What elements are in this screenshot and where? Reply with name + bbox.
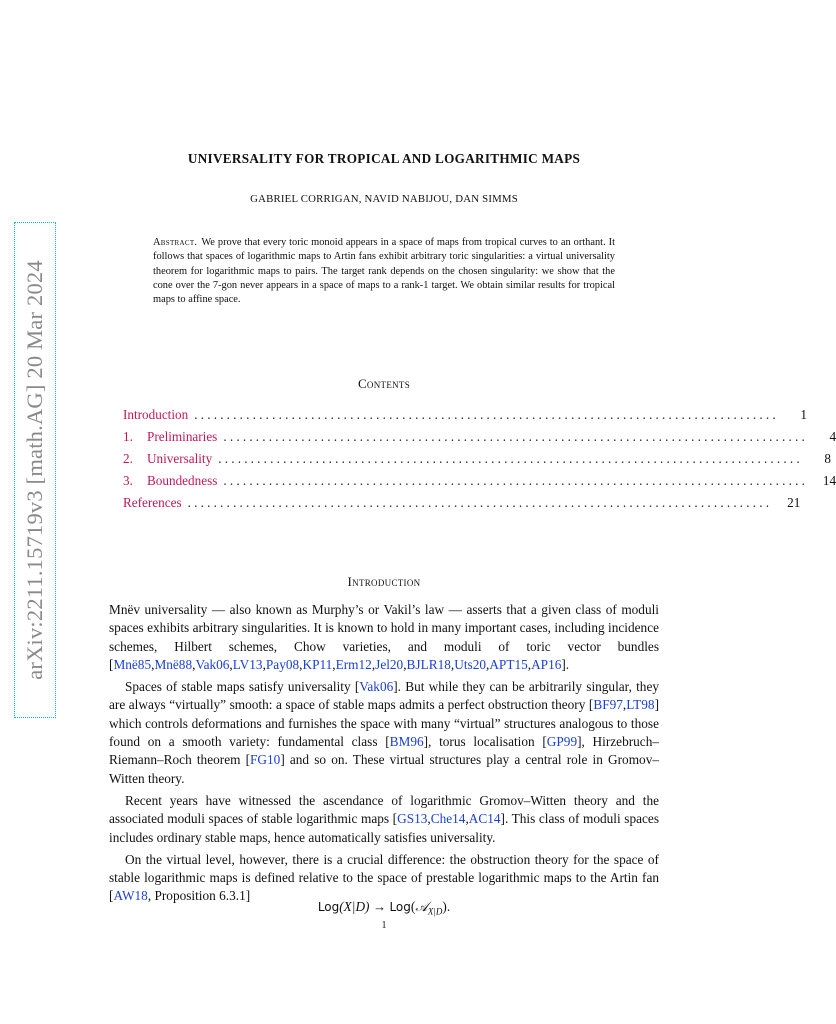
citation-link[interactable]: Mnë85 [113,656,152,672]
paper-authors: GABRIEL CORRIGAN, NAVID NABIJOU, DAN SIMMS [250,193,518,205]
citation-link[interactable]: LV13 [232,656,263,672]
arxiv-stamp [14,222,56,718]
toc-entry-universality[interactable] [123,448,831,470]
artin-fan-symbol: 𝒜 [415,899,428,914]
paragraph-text: On the virtual level, however, there is a crucial difference: the obstruction theory for the space of stable logarithmic maps is defined relative to the space of prestable logarithmic maps to the Artin fan [ [109,851,659,904]
citation-link[interactable]: Vak06 [359,679,394,695]
paragraph-text: ]. But while they can be arbitrarily singular, they are always “virtually” smooth: a space of stable maps admits a perfect obstruction theory [ [109,679,660,713]
introduction-body [109,601,659,910]
abstract [153,236,615,307]
arrow-symbol: → [372,899,387,914]
paragraph-text: ] and so on. These virtual structures play a central role in Gromov–Witten theory. [109,752,659,786]
citation-link[interactable]: BM96 [389,734,424,750]
citation-link[interactable]: LT98 [626,697,655,713]
citation-link[interactable]: Pay08 [265,656,300,672]
citation-link[interactable]: AW18 [113,888,148,904]
display-equation [0,899,768,917]
equation-term: ( [410,899,416,914]
citation-link[interactable]: BF97 [593,697,623,713]
toc-section-number[interactable]: 1. [123,429,133,444]
log-operator: Log [389,900,411,914]
paragraph-text: ], torus localisation [ [423,734,547,750]
toc-entry-preliminaries[interactable] [123,426,836,448]
toc-section-number[interactable]: 3. [123,473,133,488]
citation-link[interactable]: GS13 [397,811,428,827]
toc-page-number: 14 [822,473,836,488]
citation-link[interactable]: AP16 [531,656,562,672]
toc-entry-boundedness[interactable] [123,470,836,492]
log-operator: Log [317,900,340,914]
paragraph-text: ], Hirzebruch–Riemann–Roch theorem [ [109,734,659,768]
citation-link[interactable]: Mnë88 [154,656,193,672]
paragraph-text: Spaces of stable maps satisfy universality [ [125,679,360,695]
citation-link[interactable]: Jel20 [375,656,404,672]
citation-link[interactable]: Erm12 [335,656,372,672]
toc-leader-dots: .......................................................................................... [218,451,803,466]
paragraph-text: Mnëv universality — also known as Murphy’s or Vakil’s law — asserts that a given class of moduli spaces exhibits arbitrary singularities. It is known to hold in many important cases, including incidence schemes, Hilbert schemes, Chow varieties, and moduli of toric vector bundles [ [109,602,659,672]
citation-link[interactable]: GP99 [546,734,578,750]
toc-entry-introduction[interactable] [123,404,807,426]
citation-link[interactable]: Uts20 [454,656,486,672]
paragraph: Spaces of stable maps satisfy universality [Vak06]. But while they can be arbitrarily singular, they are always “virtually” smooth: a space of stable maps admits a perfect obstruction theory [BF97,LT98] which controls deformations and furnishes the space with many “virtual” structures analogous to those found on a smooth variety: fundamental class [BM96], torus localisation [GP99], Hirzebruch–Riemann–Roch theorem [FG10] and so on. These virtual structures play a central role in Gromov–Witten theory. [109,679,660,786]
page-number: 1 [381,920,387,931]
toc-leader-dots: .......................................................................................... [194,407,779,422]
equation-term: (X|D) [339,899,370,914]
paragraph-text: ] which controls deformations and furnishes the space with many “virtual” structures analogous to those found on a smooth variety: fundamental class [ [109,697,659,750]
toc-entry-label[interactable]: References [123,495,182,510]
toc-entry-label[interactable]: Boundedness [147,473,218,488]
toc-page-number: 1 [800,407,807,422]
citation-link[interactable]: BJLR18 [406,656,451,672]
paragraph: Mnëv universality — also known as Murphy’s or Vakil’s law — asserts that a given class of moduli spaces exhibits arbitrary singularities. It is known to hold in many important cases, including incidence schemes, Hilbert schemes, Chow varieties, and moduli of toric vector bundles [Mnë85,Mnë88,Vak06,LV13,Pay08,KP11,Erm12,Jel20,BJLR18,Uts20,APT15,AP16]. [109,602,659,672]
toc-page-number: 4 [829,429,836,444]
toc-leader-dots: .......................................................................................... [223,473,809,488]
equation-subscript: X|D [427,906,443,917]
toc-entry-label[interactable]: Preliminaries [147,429,218,444]
introduction-heading: Introduction [347,574,421,589]
toc-leader-dots: .......................................................................................... [223,429,809,444]
toc-entry-label[interactable]: Universality [147,451,213,466]
paragraph-text: Recent years have witnessed the ascendance of logarithmic Gromov–Witten theory and the associated moduli spaces of stable logarithmic maps [ [109,792,659,827]
citation-link[interactable]: Vak06 [195,656,230,672]
toc-entry-references[interactable] [123,492,801,514]
toc-entry-label[interactable]: Introduction [123,407,189,422]
paragraph-text: ]. [561,656,570,672]
abstract-text: We prove that every toric monoid appears in a space of maps from tropical curves to an orthant. It follows that spaces of logarithmic maps to Artin fans exhibit arbitrary toric singularities: a virtual universality theorem for logarithmic maps to pairs. The target rank depends on the chosen singularity: we show that the cone over the 7-gon never appears in a space of maps to a rank-1 target. We obtain similar results for tropical maps to affine space. [153,237,615,306]
paragraph-text: , Proposition 6.3.1] [147,888,251,904]
citation-link[interactable]: FG10 [250,752,281,768]
contents-heading: Contents [357,376,411,391]
paragraph [109,851,659,906]
toc-page-number: 21 [787,495,801,510]
paragraph-text: ]. This class of moduli spaces includes ordinary stable maps, hence automatically satisfies universality. [109,811,659,845]
citation-link[interactable]: APT15 [489,656,528,672]
abstract-label: Abstract. [153,237,198,248]
paragraph: Recent years have witnessed the ascendance of logarithmic Gromov–Witten theory and the associated moduli spaces of stable logarithmic maps [GS13,Che14,AC14]. This class of moduli spaces includes ordinary stable maps, hence automatically satisfies universality. [109,792,659,845]
citation-link[interactable]: KP11 [302,656,333,672]
equation-term: ). [442,899,451,914]
toc-page-number: 8 [824,451,831,466]
citation-link[interactable]: Che14 [430,811,466,827]
citation-link[interactable]: AC14 [468,811,501,827]
table-of-contents [123,404,836,514]
toc-leader-dots: .......................................................................................... [187,495,773,510]
arxiv-identifier: arXiv:2211.15719v3 [math.AG] 20 Mar 2024 [22,260,47,680]
paper-title: UNIVERSALITY FOR TROPICAL AND LOGARITHMIC MAPS [187,151,581,166]
toc-section-number[interactable]: 2. [123,451,133,466]
